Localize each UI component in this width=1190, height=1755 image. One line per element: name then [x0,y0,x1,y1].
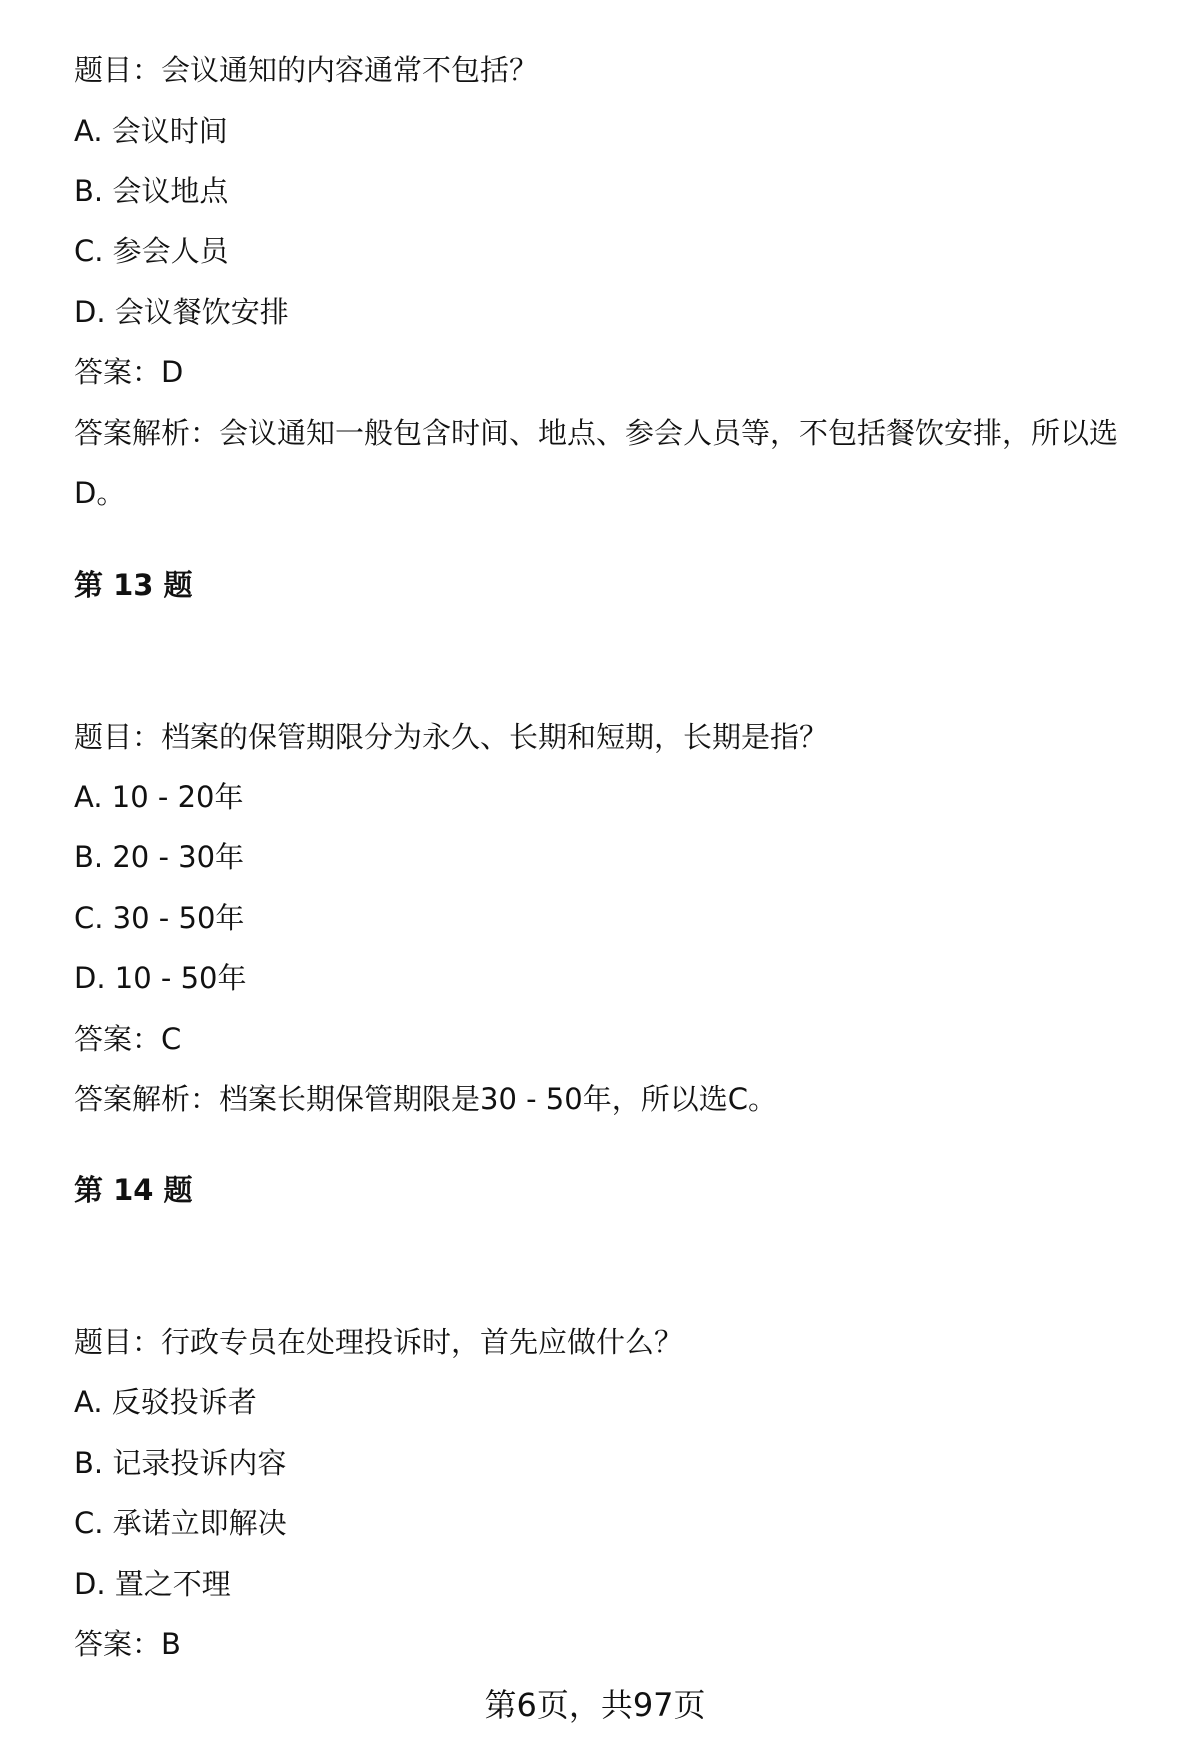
option-d: D. 置之不理 [74,1567,231,1601]
answer: 答案：D [74,355,184,389]
option-d: D. 会议餐饮安排 [74,295,289,329]
explanation-continued: D。 [74,476,126,510]
explanation: 答案解析：档案长期保管期限是30 - 50年，所以选C。 [74,1082,777,1116]
option-c: C. 参会人员 [74,234,229,268]
option-c: C. 承诺立即解决 [74,1506,287,1540]
question-heading: 第 13 题 [74,568,193,602]
option-b: B. 20 - 30年 [74,840,245,874]
option-a: A. 10 - 20年 [74,780,244,814]
option-b: B. 记录投诉内容 [74,1446,287,1480]
option-d: D. 10 - 50年 [74,961,247,995]
question-heading: 第 14 题 [74,1173,193,1207]
option-a: A. 会议时间 [74,114,228,148]
option-b: B. 会议地点 [74,174,229,208]
explanation: 答案解析：会议通知一般包含时间、地点、参会人员等，不包括餐饮安排，所以选 [74,416,1119,450]
answer: 答案：C [74,1022,182,1056]
answer: 答案：B [74,1627,181,1661]
option-c: C. 30 - 50年 [74,901,245,935]
question-text: 题目：会议通知的内容通常不包括？ [74,53,539,87]
question-text: 题目：行政专员在处理投诉时，首先应做什么？ [74,1325,684,1359]
question-text: 题目：档案的保管期限分为永久、长期和短期，长期是指？ [74,720,829,754]
option-a: A. 反驳投诉者 [74,1385,257,1419]
page-number: 第6页，共97页 [484,1686,706,1724]
